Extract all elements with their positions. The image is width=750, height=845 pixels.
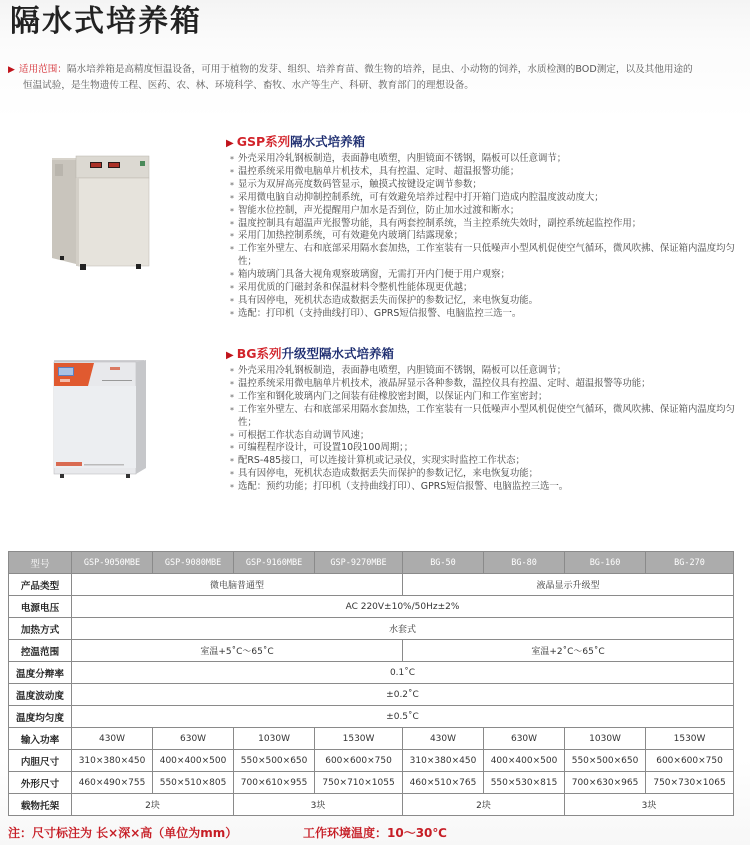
cell: 室温+2˚C～65˚C: [402, 640, 733, 662]
cell: 1530W: [315, 728, 403, 750]
series-name: 升级型隔水式培养箱: [281, 346, 395, 361]
feature-item: * 工作室外壁左、右和底部采用隔水套加热，工作室装有一只低噪声小型风机促使空气循环，微风吹拂、保证箱内温度均匀性；: [230, 243, 746, 269]
cell: 750×730×1065: [646, 772, 734, 794]
row-label: 输入功率: [9, 728, 72, 750]
feature-item: * 工作室和钢化玻璃内门之间装有硅橡胶密封圈，以保证内门和工作室密封；: [230, 391, 746, 404]
triangle-bullet-icon: ▶: [226, 350, 234, 361]
row-label: 内胆尺寸: [9, 750, 72, 772]
feature-item: * 温控系统采用微电脑单片机技术，具有控温、定时、超温报警功能；: [230, 166, 746, 179]
cell: 400×400×500: [153, 750, 234, 772]
bg-incubator-photo: [52, 358, 152, 480]
table-row: [9, 574, 734, 596]
table-row: [9, 684, 734, 706]
feature-item: * 具有因停电，死机状态造成数据丢失而保护的参数记忆，来电恢复功能；: [230, 468, 746, 481]
table-row: [9, 662, 734, 684]
feature-item: * 选配：打印机（支持曲线打印）、GPRS短信报警、电脑监控三选一。: [230, 308, 746, 321]
table-row: [9, 596, 734, 618]
feature-item: * 外壳采用冷轧钢板制造，表面静电喷塑，内胆镜面不锈钢，隔板可以任意调节；: [230, 153, 746, 166]
feature-item: * 外壳采用冷轧钢板制造，表面静电喷塑，内胆镜面不锈钢，隔板可以任意调节；: [230, 365, 746, 378]
model-header: BG-80: [484, 552, 565, 574]
row-label: 电源电压: [9, 596, 72, 618]
model-header: GSP-9160MBE: [234, 552, 315, 574]
cell: 0.1˚C: [72, 662, 734, 684]
model-header: BG-270: [646, 552, 734, 574]
intro-label: 适用范围：: [18, 64, 67, 75]
bg-series-title: [226, 346, 746, 364]
cell: 700×610×955: [234, 772, 315, 794]
feature-item: * 显示为双屏高亮度数码管显示，触摸式按键设定调节参数；: [230, 179, 746, 192]
series-label: GSP系列: [236, 134, 291, 149]
cell: 430W: [402, 728, 483, 750]
row-label: 载物托架: [9, 794, 72, 816]
cell: 550×500×650: [565, 750, 646, 772]
row-label: 温度分辩率: [9, 662, 72, 684]
table-row: [9, 750, 734, 772]
gsp-feature-section: [226, 134, 746, 321]
feature-item: * 可编程程序设计，可设置10段100周期；；: [230, 442, 746, 455]
triangle-bullet-icon: ▶: [8, 65, 15, 75]
cell: 3块: [565, 794, 734, 816]
feature-item: * 箱内玻璃门具备大视角观察玻璃窗，无需打开内门便于用户观察；: [230, 269, 746, 282]
table-row: [9, 618, 734, 640]
cell: AC 220V±10%/50Hz±2%: [72, 596, 734, 618]
table-row: [9, 794, 734, 816]
cell: 630W: [153, 728, 234, 750]
series-name: 隔水式培养箱: [290, 134, 366, 149]
row-label: 温度波动度: [9, 684, 72, 706]
cell: 2块: [402, 794, 564, 816]
feature-item: * 采用优质的门磁封条和保温材料令整机性能体现更优越；: [230, 282, 746, 295]
model-header: BG-50: [402, 552, 483, 574]
cell: 550×530×815: [484, 772, 565, 794]
intro-line-1: 隔水培养箱是高精度恒温设备，可用于植物的发芽、组织、培养育苗、微生物的培养，昆虫、小动物的饲养，水质检测的BOD测定，以及其他用途的: [66, 64, 693, 75]
model-header: GSP-9050MBE: [72, 552, 153, 574]
row-label: 外形尺寸: [9, 772, 72, 794]
cell: 550×510×805: [153, 772, 234, 794]
intro-line-2: 恒温试验，是生物遗传工程、医药、农、林、环境科学、畜牧、水产等生产、科研、教育部门的理想设备。: [23, 80, 474, 91]
table-row: [9, 728, 734, 750]
feature-item: * 温度控制具有超温声光报警功能，具有两套控制系统，当主控系统失效时，副控系统起监控作用；: [230, 218, 746, 231]
model-header: GSP-9270MBE: [315, 552, 403, 574]
cell: 700×630×965: [565, 772, 646, 794]
series-label: BG系列: [236, 346, 282, 361]
feature-item: * 可根据工作状态自动调节风速；: [230, 430, 746, 443]
row-label: 控温范围: [9, 640, 72, 662]
row-label: 加热方式: [9, 618, 72, 640]
table-row: [9, 640, 734, 662]
cell: 水套式: [72, 618, 734, 640]
feature-item: * 工作室外壁左、右和底部采用隔水套加热，工作室装有一只低噪声小型风机促使空气循环，微风吹拂、保证箱内温度均匀性；: [230, 404, 746, 430]
cell: 2块: [72, 794, 234, 816]
table-row: [9, 772, 734, 794]
cell: ±0.5˚C: [72, 706, 734, 728]
table-row: [9, 706, 734, 728]
feature-item: * 选配：预约功能；打印机（支持曲线打印）、GPRS短信报警、电脑监控三选一。: [230, 481, 746, 494]
cell: 3块: [234, 794, 403, 816]
cell: 310×380×450: [402, 750, 483, 772]
cell: 600×600×750: [315, 750, 403, 772]
cell: 400×400×500: [484, 750, 565, 772]
dimension-note: 注：尺寸标注为 长×深×高（单位为mm）: [8, 826, 238, 840]
cell: 460×490×755: [72, 772, 153, 794]
row-label: 产品类型: [9, 574, 72, 596]
gsp-series-title: [226, 134, 746, 152]
feature-item: * 温控系统采用微电脑单片机技术，液晶屏显示各种参数，温控仪具有控温、定时、超温报警等功能；: [230, 378, 746, 391]
table-header-row: [9, 552, 734, 574]
cell: ±0.2˚C: [72, 684, 734, 706]
header-model-label: 型号: [9, 552, 72, 574]
feature-item: * 智能水位控制，声光提醒用户加水是否到位，防止加水过渡和断水；: [230, 205, 746, 218]
gsp-incubator-photo: [50, 152, 150, 272]
cell: 液晶显示升级型: [402, 574, 733, 596]
cell: 550×500×650: [234, 750, 315, 772]
feature-item: * 具有因停电，死机状态造成数据丢失而保护的参数记忆，来电恢复功能。: [230, 295, 746, 308]
cell: 600×600×750: [646, 750, 734, 772]
cell: 430W: [72, 728, 153, 750]
page-title: 隔水式培养箱: [10, 4, 202, 39]
intro-paragraph: [8, 62, 744, 93]
cell: 750×710×1055: [315, 772, 403, 794]
feature-item: * 采用微电脑自动抑制控制系统，可有效避免培养过程中打开箱门造成内腔温度波动度大；: [230, 192, 746, 205]
cell: 630W: [484, 728, 565, 750]
feature-item: * 配RS-485接口，可以连接计算机或记录仪，实现实时监控工作状态；: [230, 455, 746, 468]
cell: 460×510×765: [402, 772, 483, 794]
feature-item: * 采用门加热控制系统，可有效避免内玻璃门结露现象；: [230, 230, 746, 243]
model-header: GSP-9080MBE: [153, 552, 234, 574]
cell: 1530W: [646, 728, 734, 750]
cell: 室温+5˚C～65˚C: [72, 640, 403, 662]
cell: 1030W: [234, 728, 315, 750]
cell: 微电脑普通型: [72, 574, 403, 596]
triangle-bullet-icon: ▶: [226, 138, 234, 149]
cell: 1030W: [565, 728, 646, 750]
model-header: BG-160: [565, 552, 646, 574]
environment-temperature-note: 工作环境温度：10～30℃: [303, 826, 447, 840]
row-label: 温度均匀度: [9, 706, 72, 728]
spec-table: [8, 551, 734, 816]
gsp-feature-list: [226, 153, 746, 321]
cell: 310×380×450: [72, 750, 153, 772]
bg-feature-section: [226, 346, 746, 494]
bg-feature-list: [226, 365, 746, 494]
